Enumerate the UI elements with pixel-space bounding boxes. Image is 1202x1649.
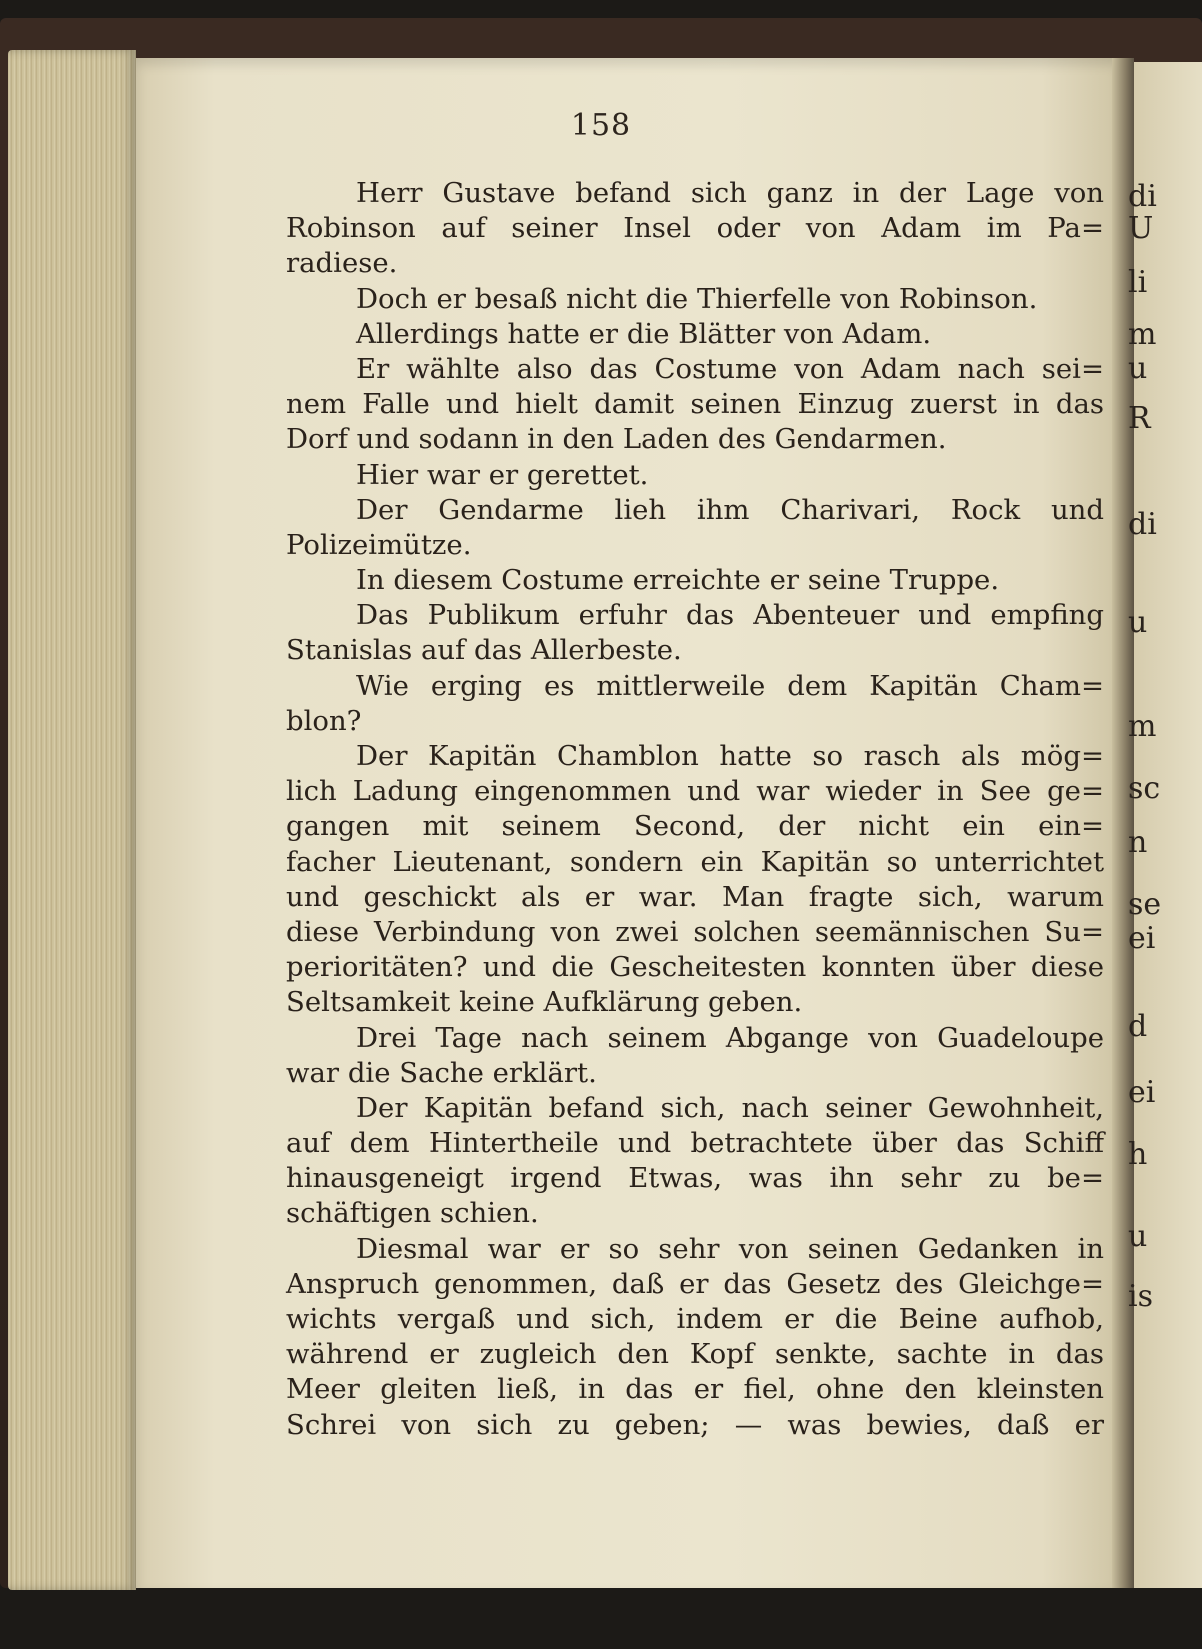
page-number: 158 <box>570 108 632 143</box>
text-line: auf dem Hintertheile und betrachtete über das Schiff <box>286 1127 1104 1160</box>
next-page-fragment: li <box>1128 265 1148 300</box>
text-line: lich Ladung eingenommen und war wieder in See ge= <box>286 775 1104 808</box>
text-line: Der Gendarme lieh ihm Charivari, Rock und <box>356 493 1104 526</box>
next-page-fragment: m <box>1128 317 1157 352</box>
text-line: Stanislas auf das Allerbeste. <box>286 634 682 667</box>
text-line: und geschickt als er war. Man fragte sich, warum <box>286 880 1104 913</box>
text-line: Der Kapitän Chamblon hatte so rasch als mög= <box>356 740 1104 772</box>
text-line: Herr Gustave befand sich ganz in der Lage von <box>356 177 1104 209</box>
next-page-fragment: d <box>1128 1009 1148 1044</box>
next-page-fragment: ei <box>1128 921 1156 956</box>
next-page-fragment: h <box>1128 1137 1148 1172</box>
next-page-fragment: u <box>1128 351 1148 386</box>
text-line: Wie erging es mittlerweile dem Kapitän Cham= <box>356 669 1104 702</box>
text-line: Hier war er gerettet. <box>356 458 649 491</box>
next-page-fragment: u <box>1128 1219 1148 1254</box>
text-line: nem Falle und hielt damit seinen Einzug zuerst in das <box>286 388 1104 421</box>
text-line: Der Kapitän befand sich, nach seiner Gewohnheit, <box>356 1091 1104 1124</box>
next-page-fragment: u <box>1128 605 1148 640</box>
text-line: blon? <box>286 704 362 737</box>
text-line: Schrei von sich zu geben; — was bewies, daß er <box>286 1408 1104 1441</box>
text-line: gangen mit seinem Second, der nicht ein ein= <box>286 810 1104 843</box>
page-text <box>286 176 1104 1443</box>
next-page-fragment: m <box>1128 709 1157 744</box>
text-line: Anspruch genommen, daß er das Gesetz des Gleichge= <box>286 1267 1104 1300</box>
next-page-fragment: di <box>1128 179 1157 214</box>
text-line: Diesmal war er so sehr von seinen Gedanken in <box>356 1232 1104 1265</box>
next-page-fragment: R <box>1128 401 1151 436</box>
next-page-fragment: is <box>1128 1279 1153 1314</box>
next-page-fragment: U <box>1128 211 1154 246</box>
text-line: Polizeimütze. <box>286 528 472 561</box>
text-line: Doch er besaß nicht die Thierfelle von Robinson. <box>356 282 1038 315</box>
text-line: wichts vergaß und sich, indem er die Beine aufhob, <box>286 1303 1104 1335</box>
text-line: während er zugleich den Kopf senkte, sachte in das <box>286 1338 1104 1371</box>
next-page-fragment: n <box>1128 825 1148 860</box>
text-line: radiese. <box>286 247 398 280</box>
text-line: facher Lieutenant, sondern ein Kapitän so unterrichtet <box>286 845 1104 878</box>
text-line: perioritäten? und die Gescheitesten konnten über diese <box>286 951 1104 984</box>
text-line: Allerdings hatte er die Blätter von Adam. <box>356 317 932 350</box>
text-line: Das Publikum erfuhr das Abenteuer und empfing <box>356 599 1104 632</box>
page-edges <box>8 50 136 1590</box>
text-line: war die Sache erklärt. <box>286 1056 597 1089</box>
text-line: In diesem Costume erreichte er seine Truppe. <box>356 564 1000 597</box>
text-line: Meer gleiten ließ, in das er fiel, ohne den kleinsten <box>286 1373 1104 1406</box>
text-line: Dorf und sodann in den Laden des Gendarmen. <box>286 423 947 456</box>
text-line: Robinson auf seiner Insel oder von Adam im Pa= <box>286 212 1104 245</box>
text-line: Seltsamkeit keine Aufklärung geben. <box>286 986 803 1019</box>
text-line: schäftigen schien. <box>286 1197 539 1230</box>
text-line: Er wählte also das Costume von Adam nach sei= <box>356 352 1104 385</box>
next-page-fragment: di <box>1128 507 1157 542</box>
next-page-fragment: se <box>1128 887 1162 922</box>
text-line: diese Verbindung von zwei solchen seemännischen Su= <box>286 915 1104 948</box>
next-page-fragment: ei <box>1128 1075 1156 1110</box>
text-line: Drei Tage nach seinem Abgange von Guadeloupe <box>356 1021 1104 1054</box>
text-line: hinausgeneigt irgend Etwas, was ihn sehr zu be= <box>286 1162 1104 1195</box>
next-page-fragment: sc <box>1128 771 1161 806</box>
next-page-edge <box>1128 62 1202 1588</box>
